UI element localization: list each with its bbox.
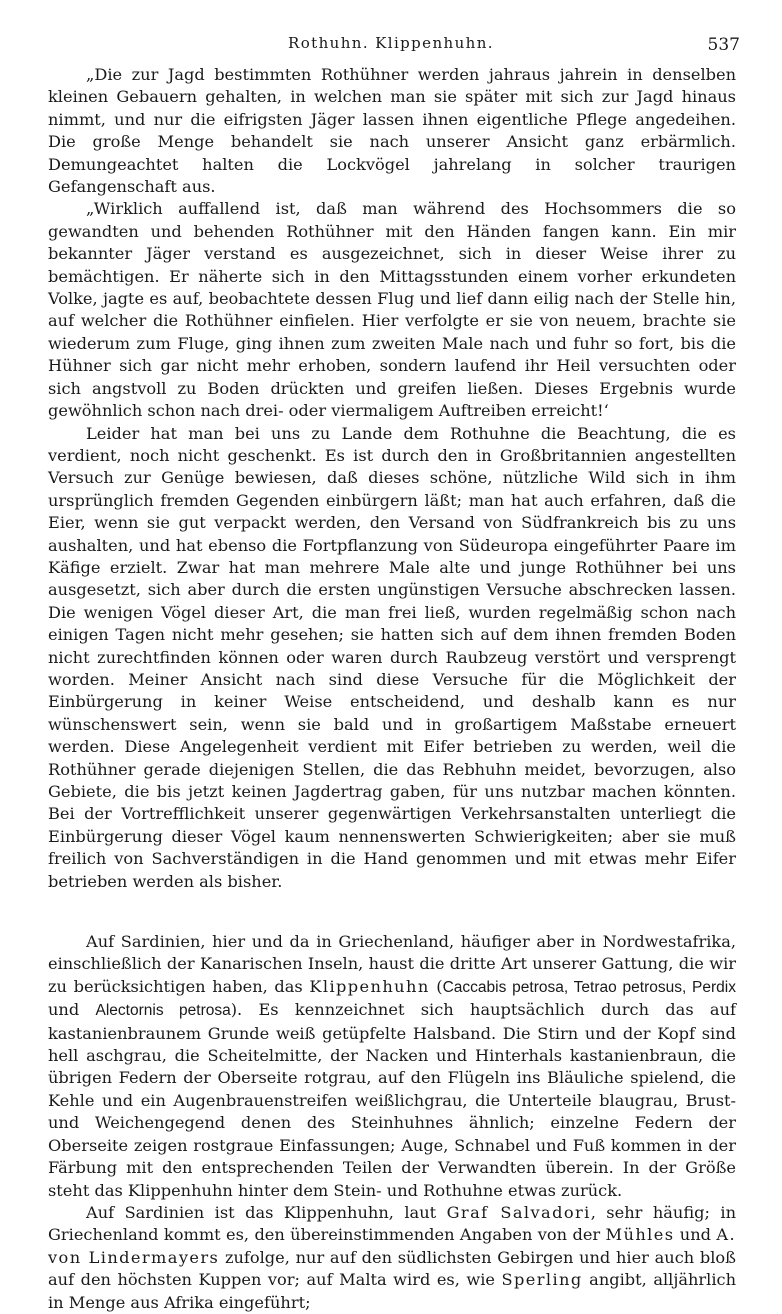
text-run: zufolge, nur auf den südlichsten Gebirgen und hier auch bloß auf den höchsten Kuppen vor; auf Malta wird es, wie — [48, 1247, 736, 1290]
species-name: Klippenhuhn — [309, 976, 430, 996]
author-name: A. von Lindermayers — [48, 1225, 737, 1267]
paragraph-naturalization: Leider hat man bei uns zu Lande dem Rothuhne die Beachtung, die es verdient, noch nicht geschenkt. Es ist durch den in Großbritannien angestellten Versuch zur Genüge bewiesen, daß dieses schöne, nützliche Wild sich in ihm ursprünglich fremden Gegenden einbürgern läßt; man hat auch erfahren, daß die Eier, wenn sie gut verpackt werden, den Versand von Südfrankreich bis zu uns aushalten, und hat ebenso die Fortpflanzung von Südeuropa eingeführter Paare im Käfige erzielt. Zwar hat man mehrere Male alte und junge Rothühner bei uns ausgesetzt, sich aber durch die ersten ungünstigen Versuche abschrecken lassen. Die wenigen Vögel dieser Art, die man frei ließ, wurden regelmäßig schon nach einigen Tagen nicht mehr gesehen; sie hatten sich auf dem ihnen fremden Boden nicht zurechtfinden können oder waren durch Raubzeug verstört und versprengt worden. Meiner Ansicht nach sind diese Versuche für die Möglichkeit der Einbürgerung in keiner Weise entscheidend, und deshalb kann es nur wünschenswert sein, wenn sie bald und in großartigem Maßstabe erneuert werden. Diese Angelegenheit verdient mit Eifer betrieben zu werden, weil die Rothühner gerade diejenigen Stellen, die das Rebhuhn meidet, bevorzugen, also Gebiete, die bis jetzt keinen Jagdertrag gaben, für uns nutzbar machen könnten. Bei der Vortrefflichkeit unserer gegenwärtigen Verkehrsanstalten unterliegt die Einbürgerung dieser Vögel kaum nennenswerten Schwierigkeiten; aber sie muß freilich von Sachverständigen in die Hand genommen und mit etwas mehr Eifer betrieben werden als bisher. — [48, 423, 736, 891]
text-run: angibt, alljährlich in Menge aus Afrika eingeführt; — [48, 1270, 736, 1312]
text-run: und — [48, 1000, 96, 1020]
text-run: Auf Sardinien, hier und da in Griechenland, häufiger aber in Nordwestafrika, einschließlich der Kanarischen Inseln, haust die dritte Art unserer Gattung, die wir zu berücksichtigen haben, das — [48, 932, 736, 996]
body-text — [48, 64, 736, 1314]
author-name: Mühles — [605, 1225, 675, 1245]
text-run: Auf Sardinien ist das Klippenhuhn, laut — [86, 1202, 447, 1222]
text-run: , sehr häufig; in Griechenland kommt es, den übereinstimmenden Angaben von der — [48, 1202, 736, 1245]
author-name: Sperling — [501, 1270, 583, 1290]
paragraph-klippenhuhn-description — [48, 931, 736, 1202]
running-title: Rothuhn. Klippenhuhn. — [288, 34, 494, 52]
paragraph-quote-captivity: „Die zur Jagd bestimmten Rothühner werden jahraus jahrein in denselben kleinen Gebauern gehalten, in welchen man sie später mit sich zur Jagd hinaus nimmt, und nur die eifrigsten Jäger lassen ihnen eigentliche Pflege angedeihen. Die große Menge behandelt sie nach unserer Ansicht ganz erbärmlich. Demungeachtet halten die Lockvögel jahrelang in solcher traurigen Gefangenschaft aus. — [48, 65, 736, 197]
text-run: und — [674, 1225, 717, 1245]
latin-synonyms: Caccabis petrosa, Tetrao petrosus, Perdix — [442, 978, 736, 996]
text-run: ( — [429, 976, 443, 996]
page-number: 537 — [707, 35, 740, 55]
paragraph-quote-catching: „Wirklich auffallend ist, daß man während des Hochsommers die so gewandten und behenden Rothühner mit den Händen fangen kann. Ein mir bekannter Jäger verstand es ausgezeichnet, sich in dieser Weise ihrer zu bemächtigen. Er näherte sich in den Mittagsstunden einem vorher erkundeten Volke, jagte es auf, beobachtete dessen Flug und lief dann eilig nach der Stelle hin, auf welcher die Rothühner einfielen. Hier verfolgte er sie von neuem, brachte sie wiederum zum Fluge, ging ihnen zum zweiten Male nach und fuhr so fort, bis die Hühner sich gar nicht mehr erhoben, sondern laufend ihr Heil versuchten oder sich angstvoll zu Boden drückten und greifen ließen. Dieses Ergebnis wurde gewöhnlich schon nach drei- oder viermaligem Auftreiben erreicht!‘ — [48, 199, 736, 421]
text-run: ). Es kennzeichnet sich hauptsächlich durch das auf kastanienbraunem Grunde weiß getüpfelte Halsband. Die Stirn und der Kopf sind hell aschgrau, die Scheitelmitte, der Nacken und Hinterhals kastanienbraun, die übrigen Federn der Oberseite rotgrau, auf den Flügeln ins Bläuliche spielend, die Kehle und ein Augenbrauenstreifen weißlichgrau, die Unterteile blaugrau, Brust- und Weichengegend denen des Steinhuhnes ähnlich; einzelne Federn der Oberseite zeigen rostgraue Einfassungen; Auge, Schnabel und Fuß kommen in der Färbung mit den entsprechenden Teilen der Verwandten überein. In der Größe steht das Klippenhuhn hinter dem Stein- und Rothuhne etwas zurück. — [48, 1000, 736, 1200]
latin-synonym: Alectornis petrosa — [95, 1002, 231, 1020]
author-name: Graf Salvadori — [446, 1202, 591, 1222]
paragraph-klippenhuhn-distribution — [48, 1202, 736, 1314]
running-head — [0, 34, 782, 56]
